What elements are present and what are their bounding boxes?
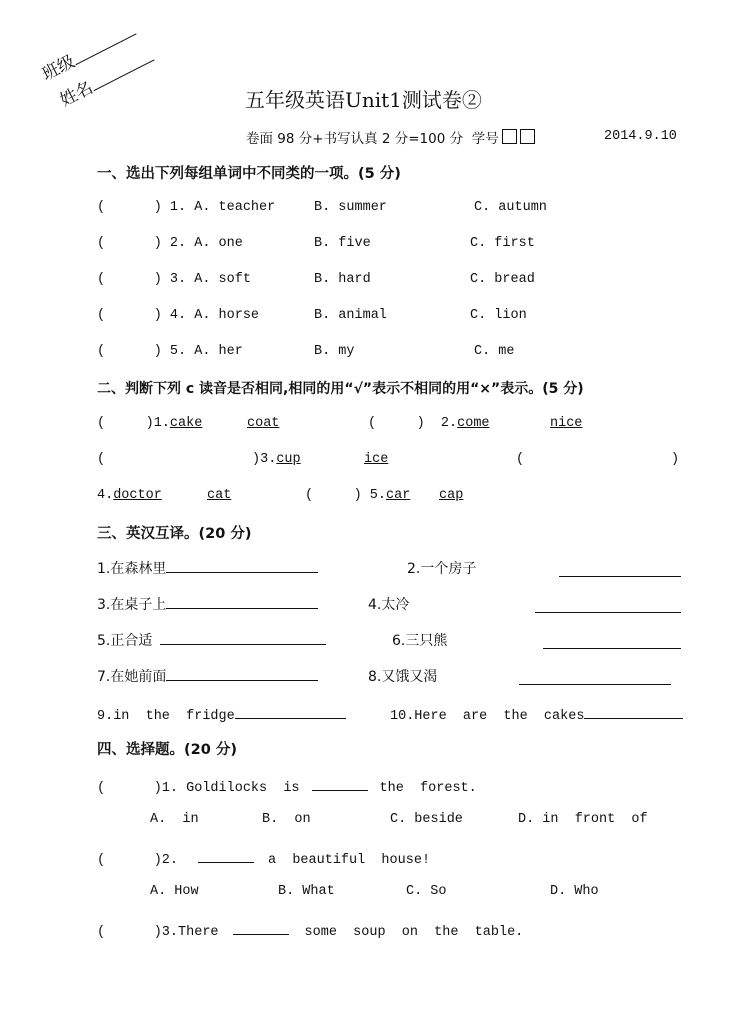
q1-item-2: ( ) 2. A. one bbox=[97, 236, 243, 251]
s2-word-nice: nice bbox=[550, 416, 583, 431]
q1-item-1: ( ) 1. A. teacher bbox=[97, 200, 276, 215]
s4-q2-opt-a: A. How bbox=[150, 884, 199, 899]
s3-item-6: 6.三只熊 bbox=[392, 633, 448, 649]
q1-item-4-c: C. lion bbox=[470, 308, 527, 323]
s2-item-4: 4.doctor bbox=[97, 488, 162, 503]
s3-blank-6[interactable] bbox=[543, 634, 681, 649]
section-2-heading: 二、判断下列 c 读音是否相同,相同的用“√”表示不相同的用“×”表示。(5 分) bbox=[97, 381, 584, 397]
s2-paren-close: ) bbox=[671, 452, 680, 467]
s4-q1-opt-c: C. beside bbox=[390, 812, 463, 827]
s4-q2-opt-d: D. Who bbox=[550, 884, 599, 899]
q1-item-4: ( ) 4. A. horse bbox=[97, 308, 260, 323]
s3-item-9: 9.in the fridge bbox=[97, 704, 346, 724]
s4-q1: ( )1. Goldilocks is the forest. bbox=[97, 776, 477, 796]
exam-date: 2014.9.10 bbox=[604, 129, 677, 144]
section-3-heading: 三、英汉互译。(20 分) bbox=[97, 526, 252, 542]
s4-q2-opt-c: C. So bbox=[406, 884, 447, 899]
s2-word-cap: cap bbox=[439, 488, 464, 503]
q1-item-1-b: B. summer bbox=[314, 200, 387, 215]
s3-blank-4[interactable] bbox=[535, 598, 681, 613]
s4-q1-opt-d: D. in front of bbox=[518, 812, 648, 827]
q1-item-1-c: C. autumn bbox=[474, 200, 547, 215]
s4-q2-opt-b: B. What bbox=[278, 884, 335, 899]
page-title: 五年级英语Unit1测试卷② bbox=[245, 88, 482, 112]
q1-item-3-b: B. hard bbox=[314, 272, 371, 287]
s3-blank-2[interactable] bbox=[559, 562, 681, 577]
s3-blank-8[interactable] bbox=[519, 670, 671, 685]
s3-item-7: 7.在她前面 bbox=[97, 666, 318, 686]
s3-item-8: 8.又饿又渴 bbox=[368, 669, 438, 685]
s2-word-ice: ice bbox=[364, 452, 389, 467]
section-4-heading: 四、选择题。(20 分) bbox=[97, 742, 237, 758]
student-id-box-2[interactable] bbox=[520, 129, 535, 144]
q1-item-2-b: B. five bbox=[314, 236, 371, 251]
s4-q1-opt-b: B. on bbox=[262, 812, 311, 827]
s2-item-1: ( )1.cake bbox=[97, 416, 203, 431]
s3-item-4: 4.太冷 bbox=[368, 597, 410, 613]
s2-word-coat: coat bbox=[247, 416, 280, 431]
s3-item-3: 3.在桌子上 bbox=[97, 594, 318, 614]
q1-item-5: ( ) 5. A. her bbox=[97, 344, 243, 359]
name-label: 姓名 bbox=[55, 42, 157, 111]
class-label: 班级 bbox=[37, 16, 139, 85]
s2-paren-open: ( bbox=[516, 452, 525, 467]
q1-item-5-c: C. me bbox=[474, 344, 515, 359]
section-1-heading: 一、选出下列每组单词中不同类的一项。(5 分) bbox=[97, 166, 401, 182]
s3-item-2: 2.一个房子 bbox=[407, 561, 477, 577]
student-id-box-1[interactable] bbox=[502, 129, 517, 144]
s2-item-2: ( ) 2.come bbox=[368, 416, 490, 431]
s2-item-5: ( ) 5.car bbox=[305, 488, 411, 503]
s2-word-cat: cat bbox=[207, 488, 232, 503]
s3-item-1: 1.在森林里 bbox=[97, 558, 318, 578]
s4-q3: ( )3.There some soup on the table. bbox=[97, 920, 523, 940]
score-info: 卷面 98 分+书写认真 2 分=100 分 学号 bbox=[246, 127, 535, 147]
s4-q1-opt-a: A. in bbox=[150, 812, 199, 827]
s2-item-3-open: ( bbox=[97, 452, 106, 467]
s3-item-10: 10.Here are the cakes bbox=[390, 704, 683, 724]
q1-item-2-c: C. first bbox=[470, 236, 535, 251]
s2-item-3: )3.cup bbox=[252, 452, 301, 467]
q1-item-3-c: C. bread bbox=[470, 272, 535, 287]
s3-item-5: 5.正合适 bbox=[97, 630, 326, 650]
q1-item-4-b: B. animal bbox=[314, 308, 387, 323]
q1-item-3: ( ) 3. A. soft bbox=[97, 272, 251, 287]
q1-item-5-b: B. my bbox=[314, 344, 355, 359]
s4-q2: ( )2. a beautiful house! bbox=[97, 848, 430, 868]
